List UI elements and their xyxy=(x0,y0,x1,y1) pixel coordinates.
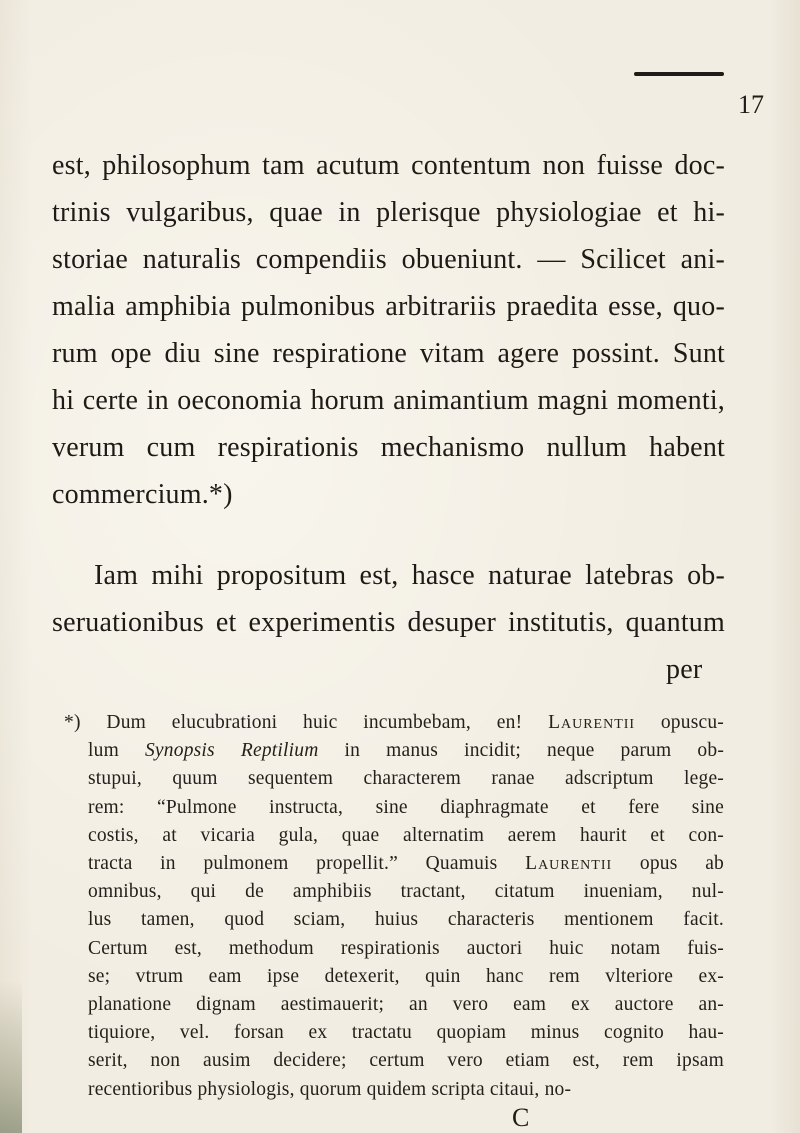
footnote-line: Certum est, methodum respirationis auctori huic notam fuis- xyxy=(88,937,724,959)
footnote-line: tiquiore, vel. forsan ex tractatu quopiam minus cognito hau- xyxy=(88,1022,724,1044)
footnote-line: rem: “Pulmone instructa, sine diaphragmate et fere sine xyxy=(88,796,724,818)
footnote-line: lum Synopsis Reptilium in manus incidit; neque parum ob- xyxy=(88,740,725,762)
signature-mark: C xyxy=(512,1102,530,1132)
footnote-line: serit, non ausim decidere; certum vero etiam est, rem ipsam xyxy=(88,1050,724,1072)
footnote-line: se; vtrum eam ipse detexerit, quin hanc rem vlteriore ex- xyxy=(88,965,724,987)
body-line: est, philosophum tam acutum contentum non fuisse doc- xyxy=(52,150,725,181)
body-line: hi certe in oeconomia horum animantium magni momenti, xyxy=(52,385,725,416)
body-line: commercium.*) xyxy=(52,479,233,510)
header-rule xyxy=(634,72,724,76)
author-name: Laurentii xyxy=(525,853,613,874)
body-line: seruationibus et experimentis desuper institutis, quantum xyxy=(52,607,725,638)
footnote-line: costis, at vicaria gula, quae alternatim aerem haurit et con- xyxy=(88,824,724,846)
author-name: Laurentii xyxy=(548,712,636,733)
catchword: per xyxy=(666,654,703,685)
body-line: verum cum respirationis mechanismo nullum habent xyxy=(52,432,725,463)
footnote-line: tracta in pulmonem propellit.” Quamuis Laurentii opus ab xyxy=(88,853,725,874)
book-title: Synopsis Reptilium xyxy=(144,740,319,762)
body-line: storiae naturalis compendiis obueniunt. — Scilicet ani- xyxy=(52,244,725,275)
body-line: Iam mihi propositum est, hasce naturae latebras ob- xyxy=(94,560,725,591)
footnote-line: recentioribus physiologis, quorum quidem scripta citaui, no- xyxy=(88,1078,572,1100)
footnote-line: omnibus, qui de amphibiis tractant, citatum inueniam, nul- xyxy=(88,881,724,903)
body-line: malia amphibia pulmonibus arbitrariis praedita esse, quo- xyxy=(52,291,725,322)
footnote-line: stupui, quum sequentem characterem ranae adscriptum lege- xyxy=(88,768,724,790)
footnote-line: lus tamen, quod sciam, huius characteris mentionem facit. xyxy=(88,909,724,931)
footnote-line: planatione dignam aestimauerit; an vero eam ex auctore an- xyxy=(88,994,724,1015)
edge-stain xyxy=(0,980,22,1133)
page-number: 17 xyxy=(738,90,764,119)
body-line: trinis vulgaribus, quae in plerisque physiologiae et hi- xyxy=(52,197,725,228)
body-line: rum ope diu sine respiratione vitam agere possint. Sunt xyxy=(52,338,725,369)
footnote-line: *) Dum elucubrationi huic incumbebam, en! Laurentii opuscu- xyxy=(64,712,724,733)
